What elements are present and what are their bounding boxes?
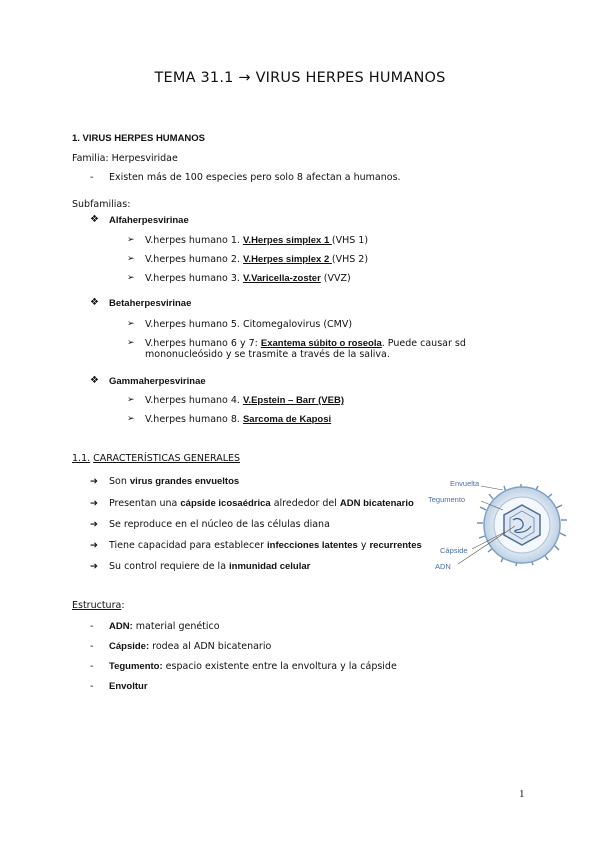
arrow-bullet-icon: ➢ (127, 414, 135, 424)
item-text: Tiene capacidad para establecer (109, 540, 267, 551)
arrow-bullet-icon: ➔ (90, 476, 98, 487)
item-prefix: V.herpes humano 4. (145, 395, 243, 406)
list-item (109, 621, 220, 633)
list-item (145, 414, 331, 426)
item-bold: V.Epstein – Barr (VEB) (242, 395, 344, 406)
label-envuelta: Envuelta (450, 479, 480, 488)
list-item (109, 681, 148, 693)
label-adn: ADN (435, 562, 451, 571)
list-item (145, 395, 344, 407)
arrow-bullet-icon: ➔ (90, 540, 98, 551)
list-item: Se reproduce en el núcleo de las células diana (109, 519, 330, 530)
arrow-bullet-icon: ➢ (127, 338, 135, 348)
list-item (145, 235, 368, 247)
dash-bullet: - (90, 641, 94, 652)
list-item (109, 476, 239, 488)
list-item (109, 540, 422, 552)
list-item (109, 641, 271, 653)
subfamilias-label: Subfamilias: (72, 199, 131, 210)
section-heading-virus-herpes: 1. VIRUS HERPES HUMANOS (72, 133, 206, 144)
item-text: alrededor del (270, 498, 340, 509)
list-item (109, 498, 414, 510)
item-bold: cápside icosaédrica (180, 498, 271, 509)
item-text: Su control requiere de la (109, 561, 230, 572)
item-suffix: (VVZ) (320, 273, 351, 284)
dash-bullet: - (90, 681, 94, 692)
item-bold: V.Herpes simplex 2 (242, 254, 332, 265)
diamond-bullet-icon: ❖ (90, 214, 99, 225)
heading-text: CARACTERÍSTICAS GENERALES (93, 453, 241, 464)
heading-colon: : (121, 600, 125, 611)
dash-bullet: - (90, 661, 94, 672)
dash-bullet: - (90, 621, 94, 632)
item-bold: Cápside: (109, 641, 150, 652)
subfamily-gamma: Gammaherpesvirinae (109, 376, 206, 387)
item-prefix: V.herpes humano 1. (145, 235, 243, 246)
label-capside: Cápside (440, 546, 468, 555)
item-suffix: (VHS 1) (331, 235, 369, 246)
diamond-bullet-icon: ❖ (90, 297, 99, 308)
label-tegumento: Tegumento (428, 495, 466, 504)
item-bold: V.Varicella-zoster (242, 273, 321, 284)
arrow-bullet-icon: ➢ (127, 395, 135, 405)
item-bold: V.Herpes simplex 1 (242, 235, 332, 246)
item-bold: Sarcoma de Kaposi (242, 414, 332, 425)
item-bold: Exantema súbito o roseola (260, 338, 382, 349)
item-text: Son (109, 476, 130, 487)
heading-text: Estructura (72, 600, 122, 611)
item-bold: inmunidad celular (229, 561, 311, 572)
herpesvirus-diagram (425, 470, 585, 580)
item-prefix: V.herpes humano 8. (145, 414, 243, 425)
subfamily-beta: Betaherpesvirinae (109, 298, 192, 309)
section-heading-caracteristicas (72, 453, 240, 465)
list-item (109, 561, 310, 573)
familia-line (72, 153, 178, 165)
diamond-bullet-icon: ❖ (90, 375, 99, 386)
heading-number: 1.1. (72, 453, 91, 464)
list-item: V.herpes humano 5. Citomegalovirus (CMV) (145, 319, 353, 330)
item-text: material genético (132, 621, 220, 632)
item-bold: Tegumento: (109, 661, 163, 672)
item-prefix: V.herpes humano 6 y 7: (145, 338, 261, 349)
item-bold: recurrentes (369, 540, 422, 551)
arrow-bullet-icon: ➔ (90, 561, 98, 572)
familia-label: Familia: (72, 153, 109, 164)
list-item (145, 254, 368, 266)
item-text: y (357, 540, 370, 551)
item-bold: infecciones latentes (267, 540, 358, 551)
item-text: rodea al ADN bicatenario (149, 641, 272, 652)
item-bold: virus grandes envueltos (129, 476, 240, 487)
arrow-bullet-icon: ➢ (127, 235, 135, 245)
species-note: Existen más de 100 especies pero solo 8 afectan a humanos. (109, 172, 401, 183)
item-prefix: V.herpes humano 2. (145, 254, 243, 265)
item-suffix: (VHS 2) (331, 254, 369, 265)
page-title: TEMA 31.1 → VIRUS HERPES HUMANOS (154, 70, 446, 86)
arrow-bullet-icon: ➔ (90, 498, 98, 509)
item-suffix: . Puede causar sd (381, 338, 466, 349)
list-item (109, 661, 397, 673)
list-item (145, 273, 351, 285)
dash-bullet: - (90, 172, 94, 183)
item-bold: ADN: (109, 621, 133, 632)
page-number: 1 (519, 788, 525, 800)
item-text: espacio existente entre la envoltura y la cápside (162, 661, 397, 672)
item-text: Presentan una (109, 498, 181, 509)
arrow-bullet-icon: ➢ (127, 254, 135, 264)
list-item-continuation: mononucleósido y se trasmite a través de la saliva. (145, 349, 390, 360)
familia-value: Herpesviridae (108, 153, 178, 164)
item-bold: Envoltur (109, 681, 148, 692)
subfamily-alfa: Alfaherpesvirinae (109, 215, 189, 226)
item-prefix: V.herpes humano 3. (145, 273, 243, 284)
item-bold: ADN bicatenario (339, 498, 414, 509)
arrow-bullet-icon: ➢ (127, 273, 135, 283)
estructura-heading (72, 600, 125, 612)
arrow-bullet-icon: ➔ (90, 519, 98, 530)
arrow-bullet-icon: ➢ (127, 319, 135, 329)
